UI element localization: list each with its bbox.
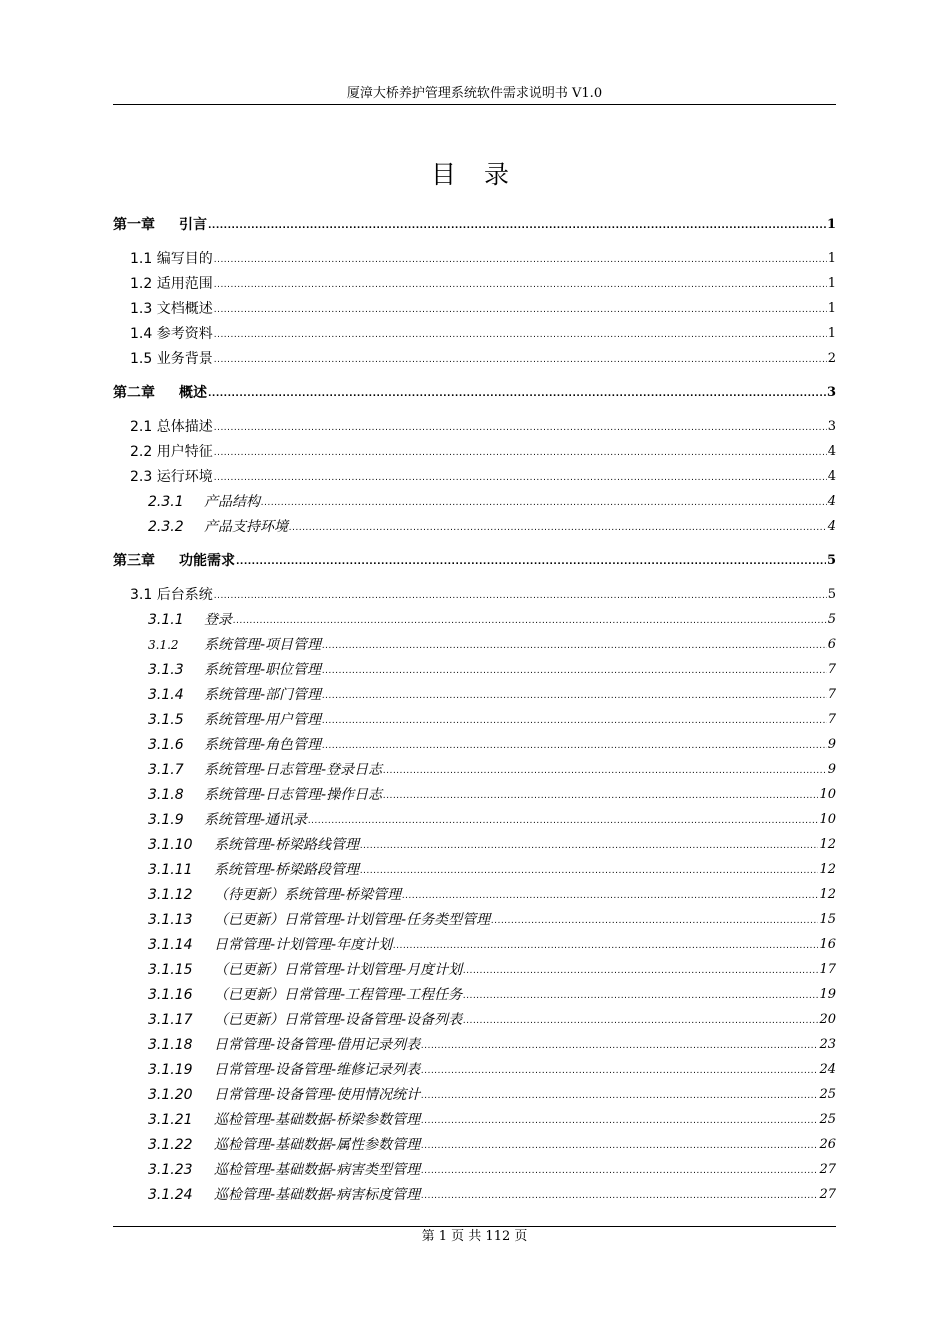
toc-entry-page-number: 4 (827, 494, 836, 509)
toc-entry-number: 3.1.11 (148, 862, 193, 878)
toc-entry-number: 3.1.12 (148, 887, 193, 903)
toc-entry-number: 2.3 (130, 469, 153, 485)
toc-entry-label (148, 886, 401, 904)
toc-leader-dots (322, 716, 827, 729)
toc-entry-page-number: 17 (819, 962, 836, 977)
toc-entry-number: 3.1.8 (148, 787, 184, 803)
toc-entry-label (148, 686, 321, 704)
toc-entry[interactable] (148, 907, 836, 929)
toc-entry-label (130, 350, 213, 368)
toc-leader-dots (491, 916, 818, 929)
toc-entry[interactable] (130, 582, 836, 604)
toc-entry-number: 3.1.15 (148, 962, 193, 978)
toc-leader-dots (214, 423, 827, 436)
toc-entry-title: 巡检管理-基础数据-病害标度管理 (214, 1187, 421, 1203)
toc-entry[interactable] (130, 414, 836, 436)
toc-entry-page-number: 1 (827, 276, 836, 291)
toc-entry-label (148, 1111, 420, 1129)
toc-entry-number: 3.1.4 (148, 687, 184, 703)
toc-entry-page-number: 5 (826, 553, 836, 568)
toc-entry[interactable] (148, 489, 836, 511)
toc-entry-title: 总体描述 (156, 419, 213, 435)
toc-leader-dots (261, 498, 827, 511)
toc-entry-title: 系统管理-通讯录 (204, 812, 308, 828)
toc-entry-page-number: 23 (819, 1037, 836, 1052)
toc-entry-label (148, 611, 232, 629)
toc-entry-number: 第三章 (113, 553, 155, 569)
toc-entry-number: 1.3 (130, 301, 153, 317)
toc-entry-page-number: 9 (827, 737, 836, 752)
toc-entry-number: 第二章 (113, 385, 155, 401)
toc-entry-title: 编写目的 (156, 251, 213, 267)
toc-entry-title: 系统管理-日志管理-登录日志 (204, 762, 383, 778)
toc-entry-page-number: 27 (819, 1187, 836, 1202)
footer-divider (113, 1226, 836, 1227)
toc-entry[interactable] (130, 296, 836, 318)
toc-entry-page-number: 2 (827, 351, 836, 366)
toc-entry-page-number: 6 (827, 637, 836, 652)
toc-entry[interactable] (148, 782, 836, 804)
toc-entry-label (148, 961, 462, 979)
toc-entry-number: 3.1.5 (148, 712, 184, 728)
toc-entry[interactable] (148, 1057, 836, 1079)
toc-entry-page-number: 20 (819, 1012, 836, 1027)
toc-entry-title: 产品结构 (204, 494, 260, 510)
toc-entry-number: 1.5 (130, 351, 153, 367)
toc-entry-page-number: 7 (827, 687, 836, 702)
toc-entry-title: 日常管理-设备管理-使用情况统计 (214, 1087, 421, 1103)
toc-entry-page-number: 3 (827, 419, 836, 434)
toc-entry-title: 概述 (179, 385, 207, 401)
toc-entry[interactable] (148, 657, 836, 679)
toc-entry-page-number: 19 (819, 987, 836, 1002)
toc-entry[interactable] (148, 807, 836, 829)
toc-entry[interactable] (148, 857, 836, 879)
toc-entry[interactable] (148, 1082, 836, 1104)
toc-entry-page-number: 25 (819, 1112, 836, 1127)
toc-entry[interactable] (148, 757, 836, 779)
toc-leader-dots (236, 557, 826, 570)
toc-entry-number: 1.1 (130, 251, 153, 267)
toc-leader-dots (402, 891, 818, 904)
toc-leader-dots (214, 473, 827, 486)
toc-leader-dots (308, 816, 818, 829)
toc-entry-page-number: 12 (819, 887, 836, 902)
toc-entry-number: 3.1.10 (148, 837, 193, 853)
toc-entry-page-number: 4 (827, 469, 836, 484)
toc-entry-number: 3.1.6 (148, 737, 184, 753)
toc-entry[interactable] (148, 1032, 836, 1054)
toc-entry[interactable] (148, 1157, 836, 1179)
toc-entry-label (148, 861, 359, 879)
toc-entry[interactable] (130, 271, 836, 293)
toc-entry-label (130, 418, 213, 436)
toc-entry[interactable] (148, 832, 836, 854)
toc-entry[interactable] (148, 707, 836, 729)
toc-entry-title: 系统管理-项目管理 (204, 637, 322, 653)
toc-entry-title: 功能需求 (179, 553, 235, 569)
toc-entry-label (130, 443, 213, 461)
toc-entry-label (130, 468, 213, 486)
toc-entry-number: 3.1.3 (148, 662, 184, 678)
toc-entry-label (148, 661, 321, 679)
toc-entry[interactable] (130, 246, 836, 268)
toc-entry-label (148, 786, 382, 804)
toc-entry-page-number: 10 (819, 787, 836, 802)
toc-entry-number: 3.1.19 (148, 1062, 193, 1078)
toc-entry-label (130, 250, 213, 268)
toc-entry[interactable] (148, 1132, 836, 1154)
toc-leader-dots (383, 791, 818, 804)
toc-entry[interactable] (148, 514, 836, 536)
toc-entry[interactable] (148, 957, 836, 979)
toc-entry-page-number: 16 (819, 937, 836, 952)
toc-leader-dots (463, 966, 818, 979)
toc-entry-number: 3.1.2 (148, 638, 179, 652)
toc-leader-dots (322, 641, 827, 654)
toc-leader-dots (360, 841, 818, 854)
toc-entry[interactable] (148, 682, 836, 704)
toc-entry-title: （待更新）系统管理-桥梁管理 (214, 887, 402, 903)
toc-entry-number: 3.1.23 (148, 1162, 193, 1178)
toc-leader-dots (421, 1166, 818, 1179)
toc-entry-number: 第一章 (113, 217, 155, 233)
toc-leader-dots (421, 1066, 818, 1079)
toc-entry-title: 系统管理-日志管理-操作日志 (204, 787, 383, 803)
toc-entry-number: 3.1.9 (148, 812, 184, 828)
toc-entry[interactable] (148, 932, 836, 954)
toc-leader-dots (421, 1091, 818, 1104)
toc-entry[interactable] (130, 321, 836, 343)
toc-entry[interactable] (148, 632, 836, 654)
toc-leader-dots (214, 355, 827, 368)
toc-entry-page-number: 25 (819, 1087, 836, 1102)
toc-entry-title: 日常管理-计划管理-年度计划 (214, 937, 393, 953)
toc-leader-dots (463, 1016, 818, 1029)
toc-title: 目 录 (431, 160, 519, 189)
toc-entry-label (148, 761, 382, 779)
toc-entry-title: 日常管理-设备管理-借用记录列表 (214, 1037, 421, 1053)
page-footer: 第 1 页 共 112 页 (421, 1229, 528, 1244)
toc-entry-page-number: 7 (827, 662, 836, 677)
toc-entry-label (148, 936, 392, 954)
toc-entry[interactable] (130, 439, 836, 461)
toc-entry-number: 3.1.24 (148, 1187, 193, 1203)
toc-entry-page-number: 15 (819, 912, 836, 927)
toc-entry-page-number: 4 (827, 444, 836, 459)
toc-entry-title: 产品支持环境 (204, 519, 288, 535)
toc-entry-label (148, 518, 288, 536)
toc-entry[interactable] (148, 1007, 836, 1029)
toc-entry-label (113, 216, 207, 234)
toc-leader-dots (214, 591, 827, 604)
toc-entry-title: 用户特征 (156, 444, 213, 460)
toc-entry[interactable] (130, 464, 836, 486)
toc-entry-label (113, 552, 235, 570)
toc-entry-number: 1.2 (130, 276, 153, 292)
toc-entry-label (148, 811, 307, 829)
toc-entry[interactable] (113, 380, 836, 402)
toc-leader-dots (208, 221, 826, 234)
toc-leader-dots (214, 255, 827, 268)
toc-entry-page-number: 1 (826, 217, 836, 232)
toc-entry-page-number: 10 (819, 812, 836, 827)
toc-entry-number: 2.3.2 (148, 519, 184, 535)
toc-leader-dots (383, 766, 827, 779)
toc-entry-page-number: 1 (827, 251, 836, 266)
toc-entry-number: 3.1.22 (148, 1137, 193, 1153)
toc-entry-label (148, 911, 490, 929)
toc-leader-dots (289, 523, 827, 536)
toc-entry-label (148, 836, 359, 854)
toc-entry-page-number: 7 (827, 712, 836, 727)
toc-entry-label (130, 325, 213, 343)
toc-entry-page-number: 5 (827, 587, 836, 602)
toc-entry-title: 系统管理-角色管理 (204, 737, 322, 753)
toc-entry-label (148, 1136, 420, 1154)
toc-entry-page-number: 3 (826, 385, 836, 400)
toc-entry-page-number: 26 (819, 1137, 836, 1152)
toc-leader-dots (322, 741, 827, 754)
toc-leader-dots (322, 666, 827, 679)
toc-entry-page-number: 1 (827, 301, 836, 316)
toc-entry-label (148, 1036, 420, 1054)
toc-entry-number: 2.3.1 (148, 494, 184, 510)
toc-leader-dots (233, 616, 827, 629)
toc-entry[interactable] (148, 882, 836, 904)
toc-entry-title: （已更新）日常管理-设备管理-设备列表 (214, 1012, 463, 1028)
toc-entry-title: 系统管理-部门管理 (204, 687, 322, 703)
toc-leader-dots (421, 1191, 818, 1204)
toc-entry-label (148, 1086, 420, 1104)
toc-entry-number: 3.1.17 (148, 1012, 193, 1028)
toc-entry-page-number: 1 (827, 326, 836, 341)
toc-entry-page-number: 9 (827, 762, 836, 777)
toc-leader-dots (421, 1141, 818, 1154)
toc-entry-title: 运行环境 (156, 469, 213, 485)
toc-entry-title: 后台系统 (156, 587, 213, 603)
toc-leader-dots (360, 866, 818, 879)
toc-entry-label (148, 986, 462, 1004)
toc-entry-title: 日常管理-设备管理-维修记录列表 (214, 1062, 421, 1078)
toc-entry-label (148, 736, 321, 754)
toc-entry-label (148, 1161, 420, 1179)
toc-entry-page-number: 24 (819, 1062, 836, 1077)
toc-entry-page-number: 12 (819, 837, 836, 852)
toc-leader-dots (214, 305, 827, 318)
toc-entry-label (130, 586, 213, 604)
toc-entry-number: 3.1.14 (148, 937, 193, 953)
toc-leader-dots (214, 330, 827, 343)
toc-entry-page-number: 12 (819, 862, 836, 877)
toc-leader-dots (208, 389, 826, 402)
toc-entry-number: 3.1.18 (148, 1037, 193, 1053)
toc-entry-title: 系统管理-用户管理 (204, 712, 322, 728)
toc-entry-title: 文档概述 (156, 301, 213, 317)
toc-entry-title: 适用范围 (156, 276, 213, 292)
toc-entry-number: 3.1.7 (148, 762, 184, 778)
toc-leader-dots (322, 691, 827, 704)
toc-entry-label (113, 384, 207, 402)
toc-entry-title: 系统管理-桥梁路段管理 (214, 862, 360, 878)
toc-entry[interactable] (113, 548, 836, 570)
toc-entry-title: 巡检管理-基础数据-病害类型管理 (214, 1162, 421, 1178)
toc-entry[interactable] (148, 1182, 836, 1204)
toc-entry-title: 参考资料 (156, 326, 213, 342)
toc-entry-title: （已更新）日常管理-计划管理-任务类型管理 (214, 912, 491, 928)
toc-entry-number: 3.1.1 (148, 612, 184, 628)
toc-entry-title: 业务背景 (156, 351, 213, 367)
toc-entry-title: （已更新）日常管理-工程管理-工程任务 (214, 987, 463, 1003)
toc-entry-title: 登录 (204, 612, 232, 628)
toc-entry-number: 3.1.20 (148, 1087, 193, 1103)
toc-entry[interactable] (130, 346, 836, 368)
toc-entry-label (130, 275, 213, 293)
toc-leader-dots (463, 991, 818, 1004)
toc-entry-label (130, 300, 213, 318)
toc-entry-page-number: 5 (827, 612, 836, 627)
toc-entry-label (148, 1011, 462, 1029)
toc-entry-label (148, 1186, 420, 1204)
toc-entry-page-number: 27 (819, 1162, 836, 1177)
toc-entry-number: 3.1.16 (148, 987, 193, 1003)
toc-leader-dots (421, 1116, 818, 1129)
toc-entry[interactable] (148, 732, 836, 754)
toc-entry-label (148, 636, 321, 654)
toc-entry-title: 引言 (179, 217, 207, 233)
page-header: 厦漳大桥养护管理系统软件需求说明书 V1.0 (346, 86, 603, 101)
toc-entry-number: 3.1.21 (148, 1112, 193, 1128)
toc-entry-title: 巡检管理-基础数据-属性参数管理 (214, 1137, 421, 1153)
toc-entry-number: 2.2 (130, 444, 153, 460)
toc-entry-title: （已更新）日常管理-计划管理-月度计划 (214, 962, 463, 978)
toc-entry-title: 巡检管理-基础数据-桥梁参数管理 (214, 1112, 421, 1128)
toc-entry[interactable] (113, 212, 836, 234)
toc-entry-title: 系统管理-职位管理 (204, 662, 322, 678)
toc-entry-label (148, 493, 260, 511)
toc-leader-dots (393, 941, 818, 954)
table-of-contents (113, 0, 836, 1344)
toc-entry[interactable] (148, 607, 836, 629)
toc-entry-title: 系统管理-桥梁路线管理 (214, 837, 360, 853)
toc-entry[interactable] (148, 1107, 836, 1129)
toc-entry-label (148, 1061, 420, 1079)
toc-entry-number: 1.4 (130, 326, 153, 342)
toc-leader-dots (421, 1041, 818, 1054)
toc-leader-dots (214, 280, 827, 293)
toc-entry-number: 3.1.13 (148, 912, 193, 928)
toc-entry-page-number: 4 (827, 519, 836, 534)
toc-entry-label (148, 711, 321, 729)
toc-leader-dots (214, 448, 827, 461)
toc-entry[interactable] (148, 982, 836, 1004)
toc-entry-number: 2.1 (130, 419, 153, 435)
toc-entry-number: 3.1 (130, 587, 153, 603)
